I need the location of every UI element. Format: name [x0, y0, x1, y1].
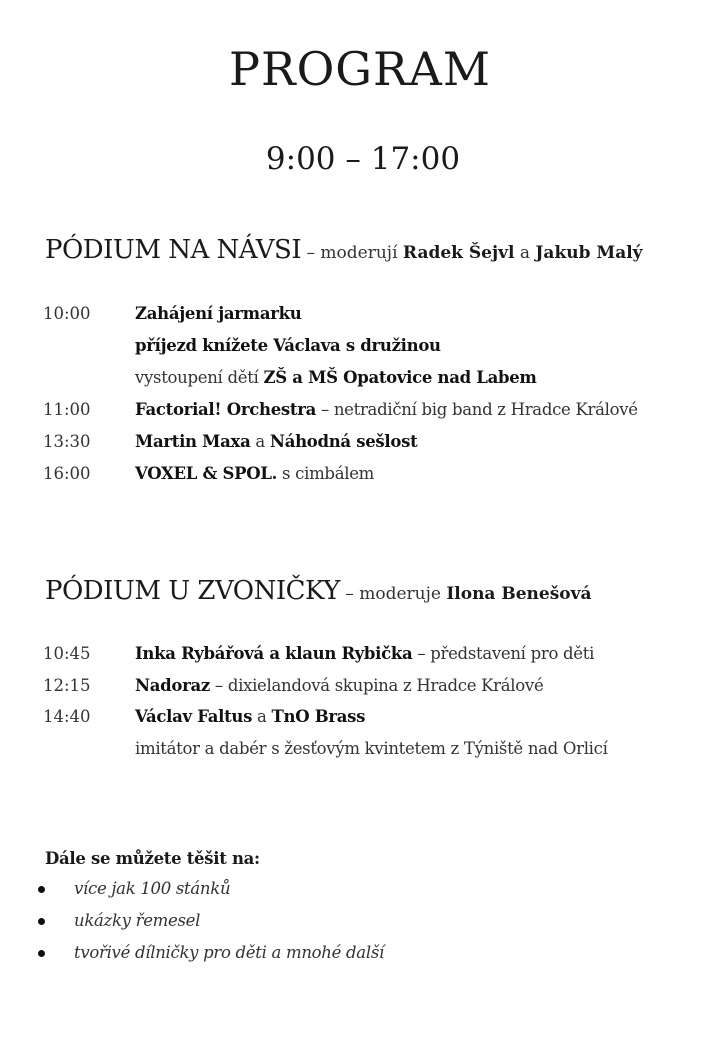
- schedule-description: [135, 429, 417, 455]
- schedule-description: [135, 333, 441, 359]
- performer-name: Factorial! Orchestra: [135, 400, 316, 419]
- performer-name: VOXEL & SPOL.: [135, 464, 278, 483]
- moderator-label: moderují: [320, 243, 403, 263]
- description-text: a: [250, 432, 270, 451]
- schedule-description: [135, 641, 594, 667]
- bullet-icon: [38, 886, 45, 893]
- performer-name: příjezd knížete Václava s družinou: [135, 336, 441, 355]
- performer-name: Martin Maxa: [135, 432, 251, 451]
- performer-name: Zahájení jarmarku: [135, 304, 302, 323]
- extras-heading: Dále se můžete těšit na:: [45, 849, 260, 868]
- schedule-time: 11:00: [43, 400, 91, 419]
- list-item-text: více jak 100 stánků: [74, 879, 231, 898]
- list-item-text: tvořivé dílničky pro děti a mnohé další: [74, 943, 384, 962]
- description-text: s cimbálem: [277, 464, 375, 483]
- performer-name: Náhodná sešlost: [269, 432, 418, 451]
- stage-name: PÓDIUM U ZVONIČKY: [45, 576, 340, 606]
- bullet-icon: [38, 950, 45, 957]
- schedule-time: 16:00: [43, 464, 91, 483]
- moderator-label: moderuje: [359, 584, 447, 604]
- stage-name: PÓDIUM NA NÁVSI: [45, 235, 302, 265]
- schedule-description: [135, 461, 374, 487]
- description-text: a: [252, 707, 272, 726]
- schedule-description: [135, 365, 537, 391]
- description-text: – netradiční big band z Hradce Králové: [316, 400, 638, 419]
- schedule-time: 13:30: [43, 432, 91, 451]
- stage-heading-zvonicky: [45, 578, 592, 604]
- description-text: vystoupení dětí: [135, 368, 264, 387]
- bullet-icon: [38, 918, 45, 925]
- description-text: – představení pro děti: [412, 644, 595, 663]
- description-text: imitátor a dabér s žesťovým kvintetem z Týniště nad Orlicí: [135, 739, 608, 758]
- list-item-text: ukázky řemesel: [74, 911, 201, 930]
- schedule-time: 10:00: [43, 304, 91, 323]
- performer-name: TnO Brass: [271, 707, 366, 726]
- stage-separator: –: [339, 584, 360, 604]
- moderator-name: Ilona Benešová: [446, 584, 592, 604]
- schedule-description: [135, 301, 301, 327]
- time-range: 9:00 – 17:00: [265, 141, 461, 177]
- description-text: – dixielandová skupina z Hradce Králové: [209, 676, 544, 695]
- stage-heading-navsi: [45, 237, 643, 263]
- schedule-time: 12:15: [43, 676, 91, 695]
- performer-name: Václav Faltus: [135, 707, 253, 726]
- schedule-description: [135, 397, 638, 423]
- moderator-joiner: a: [514, 243, 536, 263]
- schedule-time: 14:40: [43, 707, 91, 726]
- performer-name: Inka Rybářová a klaun Rybička: [135, 644, 413, 663]
- performer-name: Nadoraz: [135, 676, 210, 695]
- moderator-name: Jakub Malý: [535, 243, 643, 263]
- performer-name: ZŠ a MŠ Opatovice nad Labem: [263, 368, 537, 387]
- schedule-description: [135, 736, 608, 762]
- moderator-name: Radek Šejvl: [402, 243, 515, 263]
- schedule-time: 10:45: [43, 644, 91, 663]
- page-title: PROGRAM: [229, 42, 491, 96]
- schedule-description: [135, 704, 365, 730]
- stage-separator: –: [301, 243, 321, 263]
- schedule-description: [135, 673, 543, 699]
